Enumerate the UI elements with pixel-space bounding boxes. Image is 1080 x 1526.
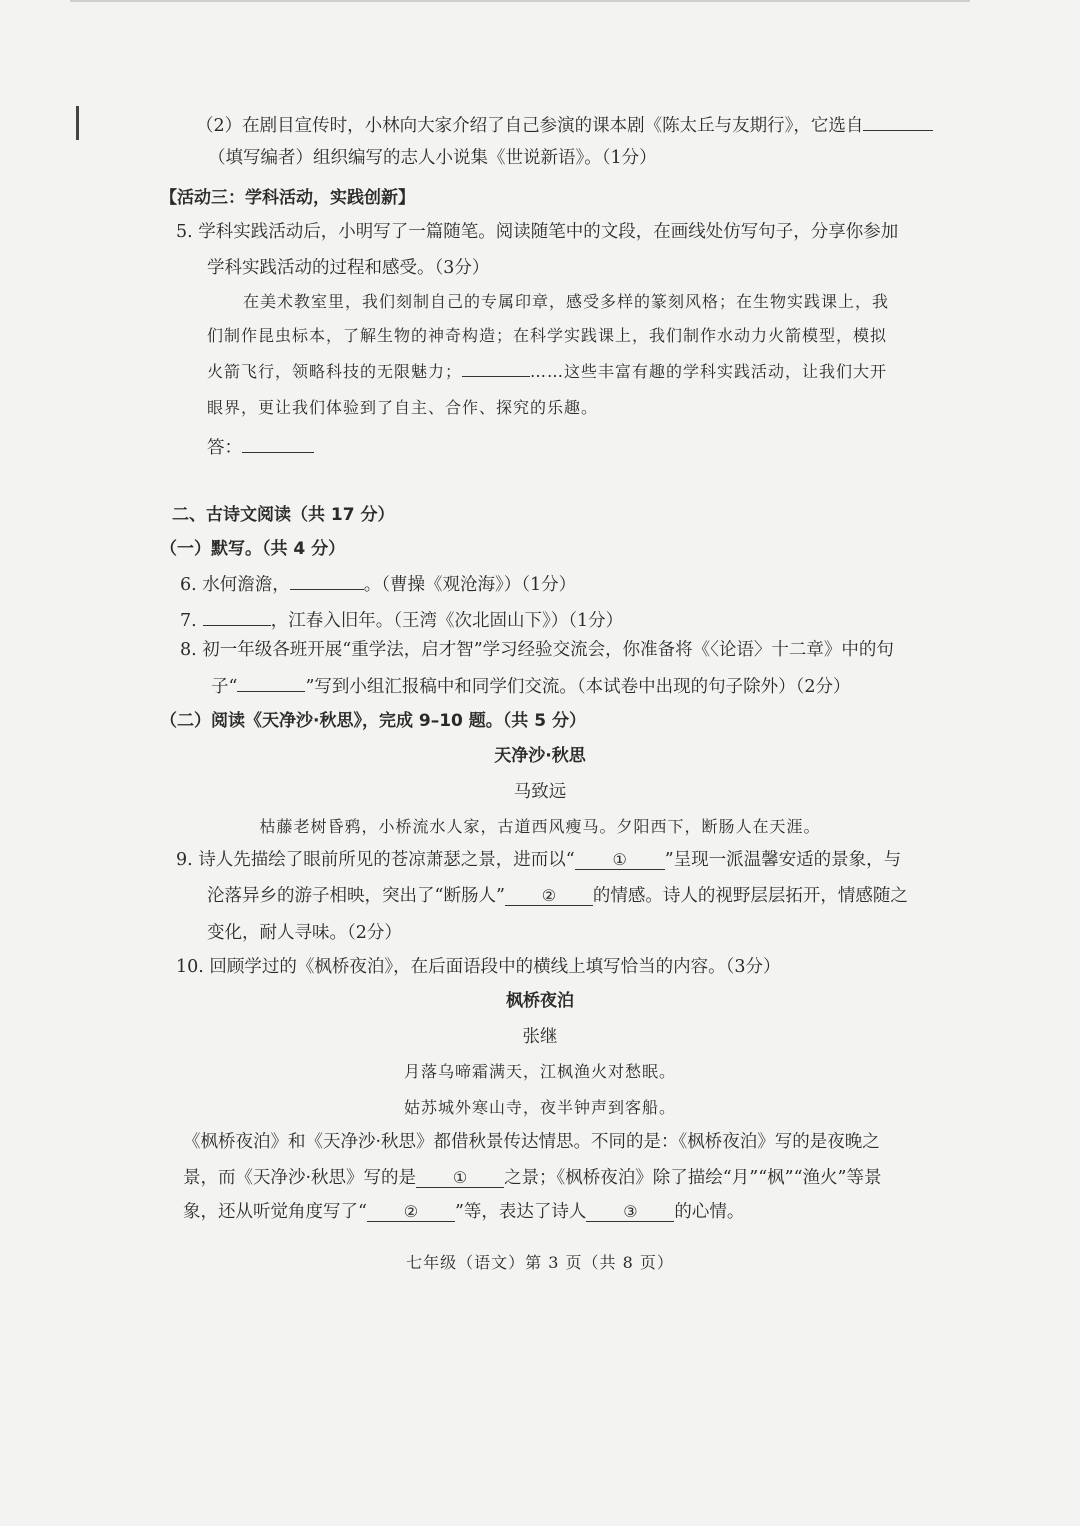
q4-2-line1: （2）在剧目宣传时，小林向大家介绍了自己参演的课本剧《陈太丘与友期行》，它选自 (196, 112, 933, 138)
q5-essay-line2: 们制作昆虫标本，了解生物的神奇构造；在科学实践课上，我们制作水动力火箭模型，模拟 (207, 326, 888, 345)
q10-blank-3[interactable]: ③ (586, 1203, 674, 1222)
q8-line1: 8. 初一年级各班开展“重学法，启才智”学习经验交流会，你准备将《〈论语〉十二章》中的句 (180, 640, 894, 660)
q9-line1: 9. 诗人先描绘了眼前所见的苍凉萧瑟之景，进而以“ ① ”呈现一派温馨安适的景象，与 (176, 850, 902, 870)
poem1-title: 天净沙·秋思 (494, 746, 586, 766)
q5-essay-line4: 眼界，更让我们体验到了自主、合作、探究的乐趣。 (207, 398, 599, 417)
margin-mark (76, 106, 79, 140)
q10-para-line3: 象，还从听觉角度写了“ ② ”等，表达了诗人 ③ 的心情。 (183, 1202, 745, 1222)
q4-2-blank[interactable] (863, 112, 933, 131)
poem2-title: 枫桥夜泊 (506, 991, 574, 1011)
q5-essay-line3: 火箭飞行，领略科技的无限魅力； ……这些丰富有趣的学科实践活动，让我们大开 (207, 358, 887, 384)
q8-line2: 子“ ”写到小组汇报稿中和同学们交流。（本试卷中出现的句子除外）（2分） (211, 673, 851, 699)
section2-part2-title: （二）阅读《天净沙·秋思》，完成 9–10 题。（共 5 分） (160, 711, 586, 731)
q9-line2: 沦落异乡的游子相映，突出了“断肠人” ② 的情感。诗人的视野层层拓开，情感随之 (207, 886, 908, 906)
q4-2-line2: （填写编者）组织编写的志人小说集《世说新语》。（1分） (208, 148, 657, 168)
q7: 7. ，江春入旧年。（王湾《次北固山下》）（1分） (180, 607, 623, 633)
q5-answer: 答： (207, 434, 314, 460)
poem2-line2: 姑苏城外寒山寺，夜半钟声到客船。 (403, 1098, 676, 1117)
q9-blank-2[interactable]: ② (505, 887, 593, 906)
poem2-line1: 月落乌啼霜满天，江枫渔火对愁眠。 (403, 1062, 676, 1081)
section2-title: 二、古诗文阅读（共 17 分） (172, 505, 395, 525)
q9-blank-1[interactable]: ① (575, 851, 665, 870)
poem1-author: 马致远 (513, 782, 567, 802)
q5-line2: 学科实践活动的过程和感受。（3分） (207, 258, 490, 278)
q10-para-line2: 景，而《天净沙·秋思》写的是 ① 之景；《枫桥夜泊》除了描绘“月”“枫”“渔火”等景 (183, 1168, 882, 1188)
q5-essay-line1: 在美术教室里，我们刻制自己的专属印章，感受多样的篆刻风格；在生物实践课上，我 (243, 292, 890, 311)
q10-para-line1: 《枫桥夜泊》和《天净沙·秋思》都借秋景传达情思。不同的是：《枫桥夜泊》写的是夜晚之 (183, 1132, 880, 1152)
poem1-text: 枯藤老树昏鸦，小桥流水人家，古道西风瘦马。夕阳西下，断肠人在天涯。 (259, 817, 821, 836)
q5-essay-blank[interactable] (462, 358, 530, 377)
q8-blank[interactable] (237, 673, 305, 692)
page-footer: 七年级（语文）第 3 页（共 8 页） (406, 1253, 674, 1272)
q10-blank-1[interactable]: ① (416, 1169, 504, 1188)
section2-part1-title: （一）默写。（共 4 分） (160, 539, 346, 559)
q5-line1: 5. 学科实践活动后，小明写了一篇随笔。阅读随笔中的文段，在画线处仿写句子，分享你参加 (176, 222, 899, 242)
poem2-author: 张继 (522, 1027, 558, 1047)
page-top-edge (70, 0, 970, 2)
q7-blank[interactable] (203, 607, 271, 626)
activity3-heading: 【活动三：学科活动，实践创新】 (160, 188, 415, 208)
q5-answer-blank[interactable] (242, 434, 314, 453)
q9-line3: 变化，耐人寻味。（2分） (207, 923, 402, 943)
q6-blank[interactable] (290, 571, 364, 590)
q10-line: 10. 回顾学过的《枫桥夜泊》，在后面语段中的横线上填写恰当的内容。（3分） (176, 957, 781, 977)
q10-blank-2[interactable]: ② (367, 1203, 455, 1222)
q6: 6. 水何澹澹， 。（曹操《观沧海》）（1分） (180, 571, 576, 597)
